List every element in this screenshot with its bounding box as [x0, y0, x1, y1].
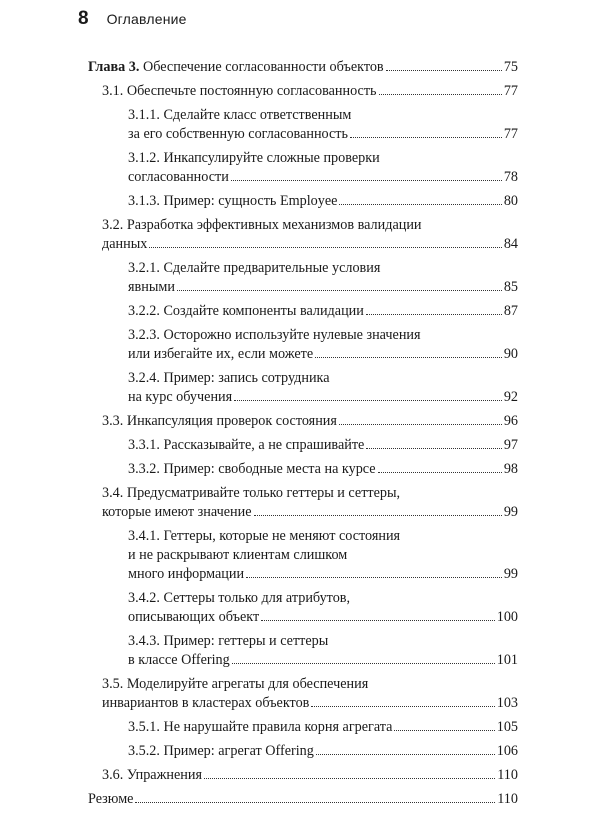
toc-entry-text: 3.3.2. Пример: свободные места на курсе: [128, 461, 376, 477]
toc-entry[interactable]: [88, 675, 518, 713]
toc-entry[interactable]: [88, 460, 518, 479]
toc-entry[interactable]: [88, 149, 518, 187]
dot-leader: [234, 400, 502, 401]
toc-page-number: 110: [497, 767, 518, 783]
toc-entry[interactable]: [88, 58, 518, 77]
toc-entry-title: [128, 168, 229, 187]
toc-entry-text: 3.1. Обеспечьте постоянную согласованность: [102, 83, 377, 99]
toc-entry-title: [102, 235, 147, 254]
toc-entry-title-line: 3.1.2. Инкапсулируйте сложные проверки: [128, 150, 380, 166]
toc-entry-title-line: 3.2.3. Осторожно используйте нулевые значения: [128, 327, 421, 343]
toc-entry[interactable]: [88, 106, 518, 144]
toc-entry[interactable]: [88, 632, 518, 670]
toc-page-number: 105: [496, 719, 518, 735]
toc-entry-text: явными: [128, 279, 175, 295]
toc-entry-title: [128, 651, 230, 670]
chapter-label: Глава 3.: [88, 59, 140, 75]
dot-leader: [204, 778, 495, 779]
dot-leader: [231, 180, 502, 181]
toc-entry[interactable]: [88, 766, 518, 785]
dot-leader: [315, 357, 502, 358]
dot-leader: [232, 663, 495, 664]
toc-page-number: 85: [503, 279, 518, 295]
toc-entry-text: 3.5.1. Не нарушайте правила корня агрегата: [128, 719, 393, 735]
toc-entry[interactable]: [88, 326, 518, 364]
toc-page-number: 97: [503, 437, 518, 453]
toc-entry-title: [102, 412, 337, 431]
toc-entry-text: данных: [102, 236, 148, 252]
dot-leader: [379, 94, 502, 95]
toc-entry-title: [128, 608, 259, 627]
toc-page-number: 99: [503, 504, 518, 520]
table-of-contents: [88, 58, 518, 814]
toc-entry[interactable]: [88, 192, 518, 211]
toc-page-number: 100: [496, 609, 518, 625]
toc-entry[interactable]: [88, 790, 518, 809]
toc-page-number: 75: [503, 59, 518, 75]
toc-entry-text: инвариантов в кластерах объектов: [102, 695, 310, 711]
dot-leader: [350, 137, 502, 138]
toc-entry-title-line: 3.2.4. Пример: запись сотрудника: [128, 370, 330, 386]
dot-leader: [378, 472, 502, 473]
toc-entry-title: [88, 58, 384, 77]
toc-entry-title-line: 3.4.2. Сеттеры только для атрибутов,: [128, 590, 351, 606]
toc-entry-title: [128, 345, 313, 364]
page-number: 8: [78, 8, 89, 29]
toc-entry-title: [128, 436, 364, 455]
toc-page-number: 99: [503, 566, 518, 582]
dot-leader: [339, 204, 501, 205]
toc-entry[interactable]: [88, 718, 518, 737]
dot-leader: [311, 706, 494, 707]
toc-entry-text: 3.3.1. Рассказывайте, а не спрашивайте: [128, 437, 365, 453]
toc-entry-title-line: 3.1.1. Сделайте класс ответственным: [128, 107, 352, 123]
toc-page-number: 90: [503, 346, 518, 362]
toc-entry-title-line: 3.2.1. Сделайте предварительные условия: [128, 260, 381, 276]
toc-entry-title-line: 3.4.3. Пример: геттеры и сеттеры: [128, 633, 329, 649]
toc-entry[interactable]: [88, 82, 518, 101]
toc-entry-title-line: 3.4. Предусматривайте только геттеры и сеттеры,: [102, 485, 401, 501]
dot-leader: [366, 314, 502, 315]
toc-entry-title: [128, 460, 376, 479]
toc-entry-title: [88, 790, 133, 809]
toc-entry-text: в классе Offering: [128, 652, 230, 668]
toc-entry-text: 3.6. Упражнения: [102, 767, 203, 783]
toc-page-number: 87: [503, 303, 518, 319]
toc-page-number: 92: [503, 389, 518, 405]
page-header: [78, 8, 187, 34]
toc-entry-text: Обеспечение согласованности объектов: [139, 59, 384, 75]
toc-page-number: 78: [503, 169, 518, 185]
toc-entry-title: [128, 302, 364, 321]
toc-entry-text: за его собственную согласованность: [128, 126, 348, 142]
dot-leader: [135, 802, 495, 803]
toc-entry-title: [128, 278, 175, 297]
toc-entry-title: [102, 82, 377, 101]
dot-leader: [316, 754, 495, 755]
toc-entry-title-line: и не раскрывают клиентам слишком: [128, 547, 348, 563]
toc-entry[interactable]: [88, 436, 518, 455]
toc-entry-title: [128, 718, 392, 737]
running-title: Оглавление: [106, 11, 187, 27]
toc-page-number: 98: [503, 461, 518, 477]
toc-page-number: 80: [503, 193, 518, 209]
toc-entry-text: много информации: [128, 566, 245, 582]
toc-entry-title: [128, 742, 314, 761]
dot-leader: [386, 70, 502, 71]
toc-entry-text: согласованности: [128, 169, 229, 185]
toc-entry-text: 3.5.2. Пример: агрегат Offering: [128, 743, 314, 759]
toc-entry-text: 3.1.3. Пример: сущность Employee: [128, 193, 338, 209]
toc-entry-text: Резюме: [88, 791, 134, 807]
toc-page-number: 96: [503, 413, 518, 429]
toc-entry-text: 3.2.2. Создайте компоненты валидации: [128, 303, 364, 319]
dot-leader: [246, 577, 502, 578]
dot-leader: [366, 448, 501, 449]
toc-page-number: 110: [497, 791, 518, 807]
toc-page-number: 106: [496, 743, 518, 759]
toc-page-number: 77: [503, 126, 518, 142]
toc-entry[interactable]: [88, 412, 518, 431]
toc-entry-text: описывающих объект: [128, 609, 260, 625]
toc-page-number: 77: [503, 83, 518, 99]
toc-entry-title: [102, 694, 309, 713]
toc-entry-title: [128, 192, 337, 211]
toc-entry-text: на курс обучения: [128, 389, 233, 405]
toc-entry-title-line: 3.4.1. Геттеры, которые не меняют состояния: [128, 528, 401, 544]
dot-leader: [177, 290, 502, 291]
toc-entry[interactable]: [88, 369, 518, 407]
toc-entry[interactable]: [88, 259, 518, 297]
toc-entry-text: которые имеют значение: [102, 504, 252, 520]
dot-leader: [254, 515, 502, 516]
dot-leader: [339, 424, 502, 425]
toc-entry[interactable]: [88, 742, 518, 761]
dot-leader: [261, 620, 495, 621]
toc-entry-title: [102, 766, 202, 785]
toc-entry-title: [128, 125, 348, 144]
toc-entry-title: [102, 503, 252, 522]
toc-entry-title-line: 3.2. Разработка эффективных механизмов валидации: [102, 217, 422, 233]
dot-leader: [149, 247, 501, 248]
toc-entry-title: [128, 565, 244, 584]
toc-page-number: 101: [496, 652, 518, 668]
toc-entry-text: или избегайте их, если можете: [128, 346, 314, 362]
toc-entry-title: [128, 388, 232, 407]
toc-page-number: 103: [496, 695, 518, 711]
toc-entry-title-line: 3.5. Моделируйте агрегаты для обеспечения: [102, 676, 369, 692]
toc-entry[interactable]: [88, 484, 518, 522]
toc-entry[interactable]: [88, 589, 518, 627]
toc-entry[interactable]: [88, 302, 518, 321]
dot-leader: [394, 730, 494, 731]
toc-page-number: 84: [503, 236, 518, 252]
toc-entry-text: 3.3. Инкапсуляция проверок состояния: [102, 413, 337, 429]
toc-entry[interactable]: [88, 527, 518, 584]
toc-entry[interactable]: [88, 216, 518, 254]
